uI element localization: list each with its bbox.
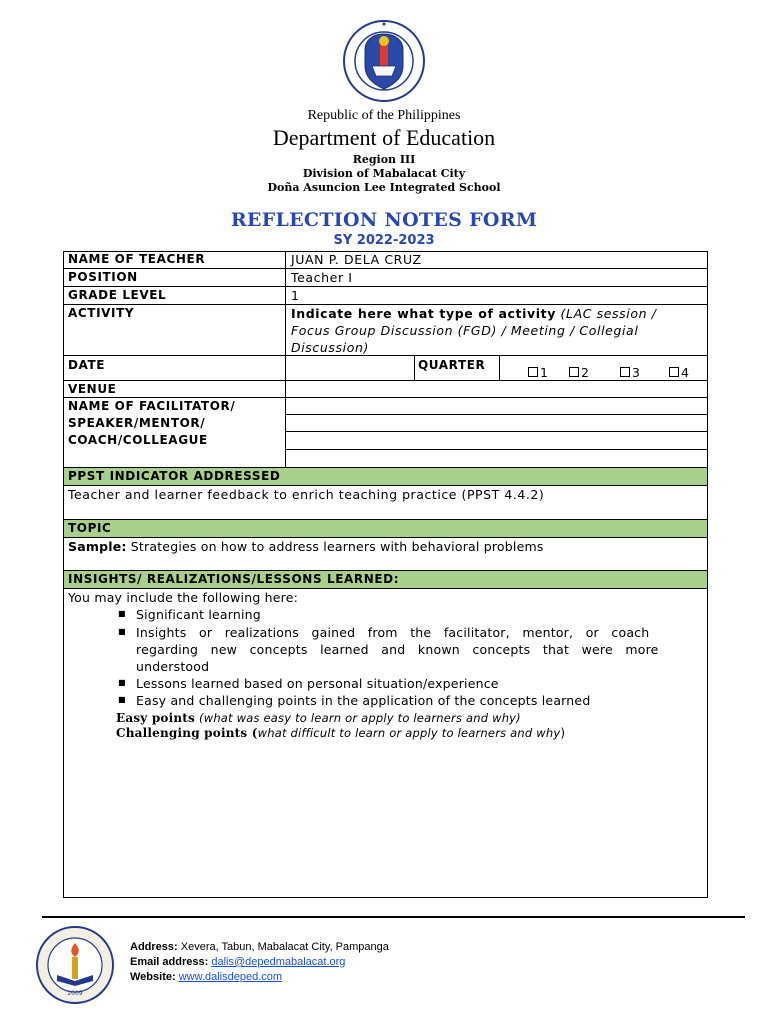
quarter-4-checkbox[interactable] — [669, 365, 689, 380]
ppst-value: Teacher and learner feedback to enrich teaching practice (PPST 4.4.2) — [68, 487, 545, 502]
challenging-points-close: ) — [560, 726, 566, 740]
form-title: REFLECTION NOTES FORM — [230, 209, 538, 231]
bullet-icon: ■ — [118, 627, 126, 636]
date-label: DATE — [68, 358, 106, 372]
column-divider — [414, 355, 415, 381]
quarter-2-label: 2 — [581, 365, 589, 380]
easy-points-desc: (what was easy to learn or apply to learners and why) — [199, 711, 521, 725]
quarter-label: QUARTER — [418, 358, 486, 372]
bullet-insights-line1: Insights or realizations gained from the facilitator, mentor, or coach — [136, 625, 650, 640]
position-label: POSITION — [68, 270, 138, 284]
easy-points-label: Easy points — [116, 711, 196, 725]
website-label: Website: — [130, 971, 176, 983]
row-divider — [63, 355, 708, 356]
facilitator-label-line3: COACH/COLLEAGUE — [68, 433, 208, 447]
topic-label: TOPIC — [68, 521, 112, 535]
footer-email — [130, 955, 345, 970]
position-value: Teacher I — [291, 270, 353, 285]
facilitator-label-line1: NAME OF FACILITATOR/ — [68, 399, 236, 413]
quarter-4-label: 4 — [681, 365, 689, 380]
bullet-significant-learning: Significant learning — [136, 607, 261, 622]
row-divider — [63, 519, 708, 520]
row-divider — [285, 414, 708, 415]
activity-value — [291, 305, 703, 322]
topic-sample-value: Strategies on how to address learners with behavioral problems — [130, 539, 544, 554]
column-divider — [285, 251, 286, 468]
row-divider — [63, 268, 708, 269]
email-label: Email address: — [130, 956, 209, 968]
school-line: Doña Asuncion Lee Integrated School — [267, 181, 501, 194]
activity-options-line1: (LAC session / — [560, 306, 657, 321]
activity-instruction: Indicate here what type of activity — [291, 306, 556, 321]
bullet-icon: ■ — [118, 695, 126, 704]
school-year: SY 2022-2023 — [333, 233, 435, 248]
activity-options-line2: Focus Group Discussion (FGD) / Meeting / Collegial — [291, 323, 639, 338]
bullet-icon: ■ — [118, 609, 126, 618]
footer-address — [130, 940, 389, 955]
address-label: Address: — [130, 941, 178, 953]
department-title: Department of Education — [272, 125, 496, 150]
bullet-easy-challenging: Easy and challenging points in the application of the concepts learned — [136, 693, 591, 708]
topic-sample — [68, 538, 544, 555]
grade-level-label: GRADE LEVEL — [68, 288, 167, 302]
bullet-insights-line3: understood — [136, 659, 210, 674]
division-line: Division of Mabalacat City — [302, 167, 466, 180]
bullet-icon: ■ — [118, 678, 126, 687]
quarter-3-checkbox[interactable] — [620, 365, 640, 380]
region-line: Region III — [352, 153, 416, 166]
row-divider — [285, 449, 708, 450]
challenging-points-line — [116, 725, 565, 742]
grade-level-value: 1 — [291, 288, 300, 303]
address-value: Xevera, Tabun, Mabalacat City, Pampanga — [180, 941, 389, 953]
quarter-2-checkbox[interactable] — [569, 365, 589, 380]
quarter-3-label: 3 — [632, 365, 640, 380]
topic-sample-label: Sample: — [68, 539, 127, 554]
challenging-points-desc: what difficult to learn or apply to learners and why — [257, 726, 561, 740]
school-logo — [35, 925, 115, 1005]
challenging-points-label: Challenging points ( — [116, 726, 258, 740]
email-link[interactable]: dalis@depedmabalacat.org — [211, 956, 346, 968]
row-divider — [63, 380, 708, 381]
insights-label: INSIGHTS/ REALIZATIONS/LESSONS LEARNED: — [68, 572, 400, 586]
quarter-1-label: 1 — [540, 365, 548, 380]
column-divider — [499, 355, 500, 381]
bullet-insights-line2: regarding new concepts learned and known concepts that were more — [136, 642, 659, 657]
bullet-lessons-learned: Lessons learned based on personal situation/experience — [136, 676, 499, 691]
activity-label: ACTIVITY — [68, 306, 135, 320]
facilitator-label-line2: SPEAKER/MENTOR/ — [68, 416, 206, 430]
republic-line: Republic of the Philippines — [307, 108, 461, 123]
topic-section-bar — [64, 520, 707, 537]
logo-year: 2009 — [67, 990, 83, 997]
teacher-name-label: NAME OF TEACHER — [68, 252, 206, 266]
insights-intro: You may include the following here: — [68, 590, 299, 605]
activity-options-line3: Discussion) — [291, 340, 369, 355]
footer-website — [130, 970, 282, 985]
venue-label: VENUE — [68, 382, 117, 396]
ppst-label: PPST INDICATOR ADDRESSED — [68, 469, 281, 483]
teacher-name-value: JUAN P. DELA CRUZ — [291, 252, 422, 267]
deped-seal-logo — [343, 20, 425, 102]
quarter-1-checkbox[interactable] — [528, 365, 548, 380]
website-link[interactable]: www.dalisdeped.com — [178, 971, 283, 983]
row-divider — [285, 431, 708, 432]
footer-divider — [42, 916, 745, 918]
